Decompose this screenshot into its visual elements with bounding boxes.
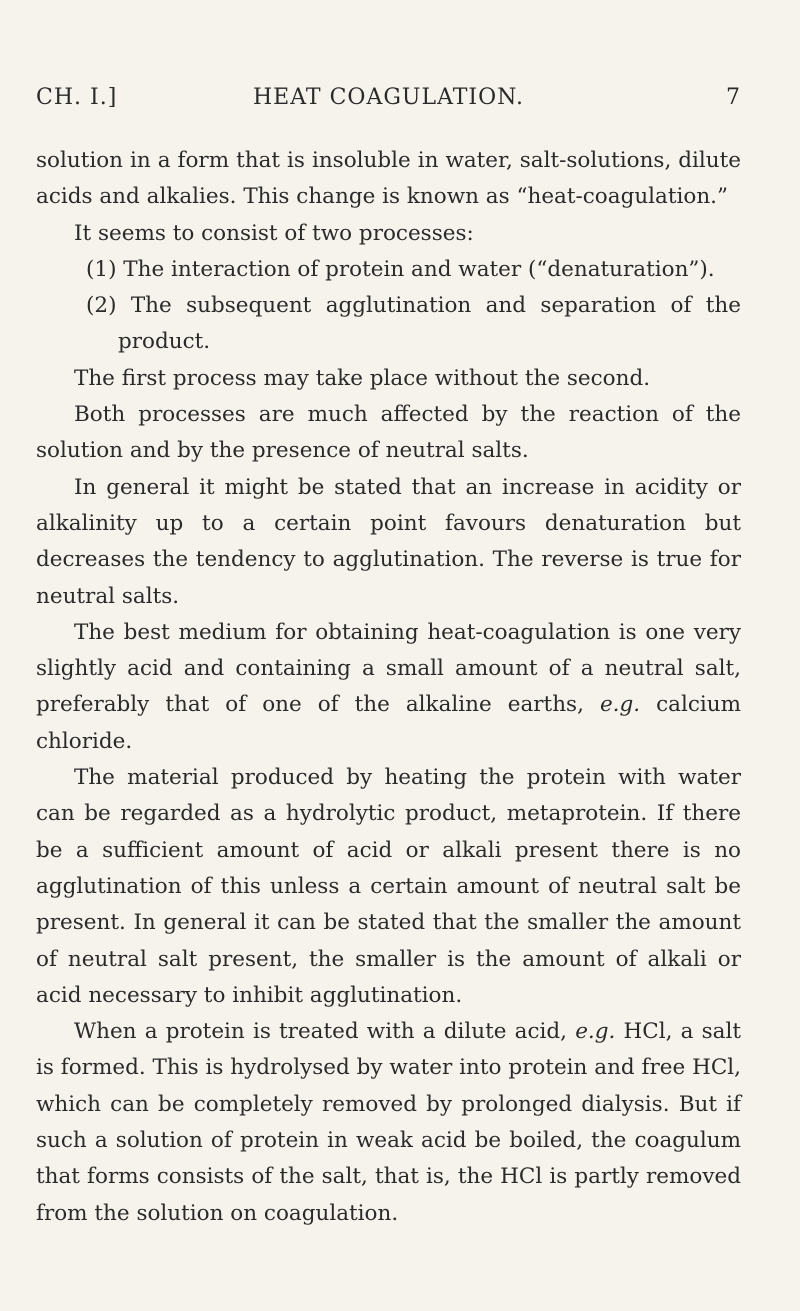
paragraph: Both processes are much affected by the reaction of the solution and by the presence of neutral salts. [36, 402, 741, 464]
page-number: 7 [726, 85, 741, 110]
text-run: When a protein is treated with a dilute acid, [74, 1019, 576, 1045]
text-run: calcium chloride. [36, 692, 741, 754]
paragraph: It seems to consist of two processes: [74, 220, 474, 246]
paragraph [36, 1014, 741, 1232]
chapter-label: CH. I.] [36, 85, 118, 110]
list-item: (2) The subsequent agglutination and separation of the product. [86, 293, 741, 355]
paragraph-continuation: solution in a form that is insoluble in water, salt-solutions, dilute acids and alkalies. This change is known as “heat-coagulation.” [36, 148, 741, 210]
text-run: The best medium for obtaining heat-coagulation is one very slightly acid and containing a small amount of a neutral salt, preferably that of one of the alkaline earths, [36, 619, 741, 718]
paragraph: The material produced by heating the protein with water can be regarded as a hydrolytic product, metaprotein. If there be a sufficient amount of acid or alkali present there is no agglutination of this unless a certain amount of neutral salt be present. In general it can be stated that the smaller the amount of neutral salt present, the smaller is the amount of alkali or acid necessary to inhibit agglutination. [36, 765, 741, 1008]
page-title: HEAT COAGULATION. [253, 85, 524, 110]
italic-abbreviation: e.g. [575, 1019, 616, 1045]
italic-abbreviation: e.g. [599, 692, 641, 718]
text-run: HCl, a salt is formed. This is hydrolysed by water into protein and free HCl, which can be completely removed by prolonged dialysis. But if such a solution of protein in weak acid be boiled, the coagulum that forms consists of the salt, that is, the HCl is partly removed from the solution on coagulation. [36, 1019, 741, 1226]
paragraph: In general it might be stated that an increase in acidity or alkalinity up to a certain point favours denaturation but decreases the tendency to agglutination. The reverse is true for neutral salts. [36, 474, 741, 609]
paragraph: The first process may take place without the second. [74, 365, 651, 391]
body-text [36, 143, 741, 1232]
paragraph [36, 615, 741, 760]
list-item: (1) The interaction of protein and water (“denaturation”). [86, 256, 715, 282]
